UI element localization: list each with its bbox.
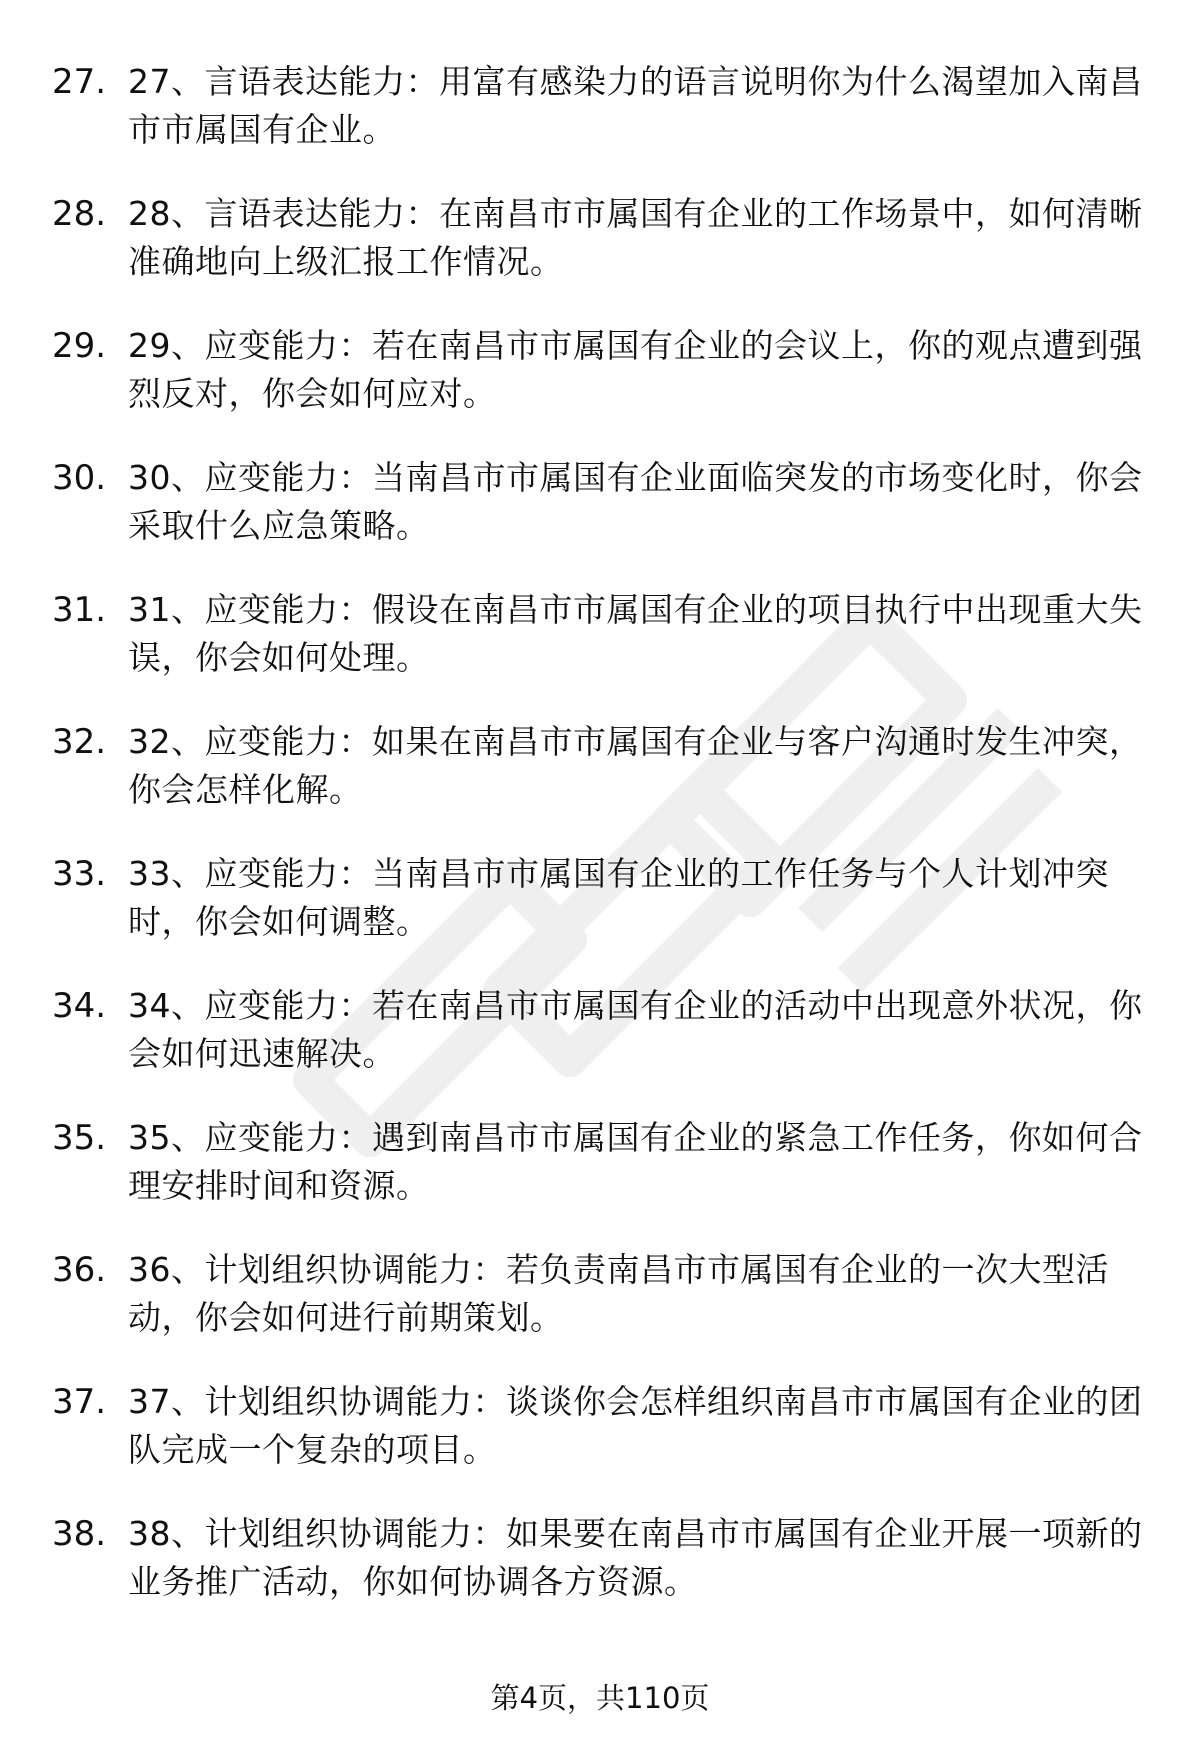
list-item	[0, 1378, 1200, 1510]
item-text: 30、应变能力：当南昌市市属国有企业面临突发的市场变化时，你会采取什么应急策略。	[128, 458, 1143, 545]
list-item	[0, 1510, 1200, 1642]
item-text: 38、计划组织协调能力：如果要在南昌市市属国有企业开展一项新的业务推广活动，你如何协调各方资源。	[128, 1514, 1143, 1601]
item-number: 28.	[52, 194, 107, 234]
item-text: 33、应变能力：当南昌市市属国有企业的工作任务与个人计划冲突时，你会如何调整。	[128, 854, 1109, 941]
item-text: 29、应变能力：若在南昌市市属国有企业的会议上，你的观点遭到强烈反对，你会如何应对。	[128, 326, 1143, 413]
item-number: 37.	[52, 1382, 107, 1422]
page-footer: 第4页，共110页	[490, 1681, 710, 1715]
list-item	[0, 454, 1200, 586]
item-text: 27、言语表达能力：用富有感染力的语言说明你为什么渴望加入南昌市市属国有企业。	[128, 62, 1143, 149]
list-item	[0, 718, 1200, 850]
item-text: 28、言语表达能力：在南昌市市属国有企业的工作场景中，如何清晰准确地向上级汇报工作情况。	[128, 194, 1143, 281]
question-list	[0, 58, 1200, 1642]
item-text: 34、应变能力：若在南昌市市属国有企业的活动中出现意外状况，你会如何迅速解决。	[128, 986, 1143, 1073]
list-item	[0, 982, 1200, 1114]
list-item	[0, 586, 1200, 718]
item-number: 31.	[52, 590, 107, 630]
item-number: 30.	[52, 458, 107, 498]
item-text: 35、应变能力：遇到南昌市市属国有企业的紧急工作任务，你如何合理安排时间和资源。	[128, 1118, 1143, 1205]
item-text: 36、计划组织协调能力：若负责南昌市市属国有企业的一次大型活动，你会如何进行前期策划。	[128, 1250, 1109, 1337]
item-number: 36.	[52, 1250, 107, 1290]
item-number: 32.	[52, 722, 107, 762]
list-item	[0, 58, 1200, 190]
item-number: 29.	[52, 326, 107, 366]
list-item	[0, 1114, 1200, 1246]
item-text: 32、应变能力：如果在南昌市市属国有企业与客户沟通时发生冲突，你会怎样化解。	[128, 722, 1143, 809]
list-item	[0, 850, 1200, 982]
item-number: 33.	[52, 854, 107, 894]
item-text: 31、应变能力：假设在南昌市市属国有企业的项目执行中出现重大失误，你会如何处理。	[128, 590, 1143, 677]
item-number: 38.	[52, 1514, 107, 1554]
list-item	[0, 190, 1200, 322]
list-item	[0, 1246, 1200, 1378]
list-item	[0, 322, 1200, 454]
item-number: 35.	[52, 1118, 107, 1158]
item-text: 37、计划组织协调能力：谈谈你会怎样组织南昌市市属国有企业的团队完成一个复杂的项目。	[128, 1382, 1143, 1469]
item-number: 27.	[52, 62, 107, 102]
item-number: 34.	[52, 986, 107, 1026]
